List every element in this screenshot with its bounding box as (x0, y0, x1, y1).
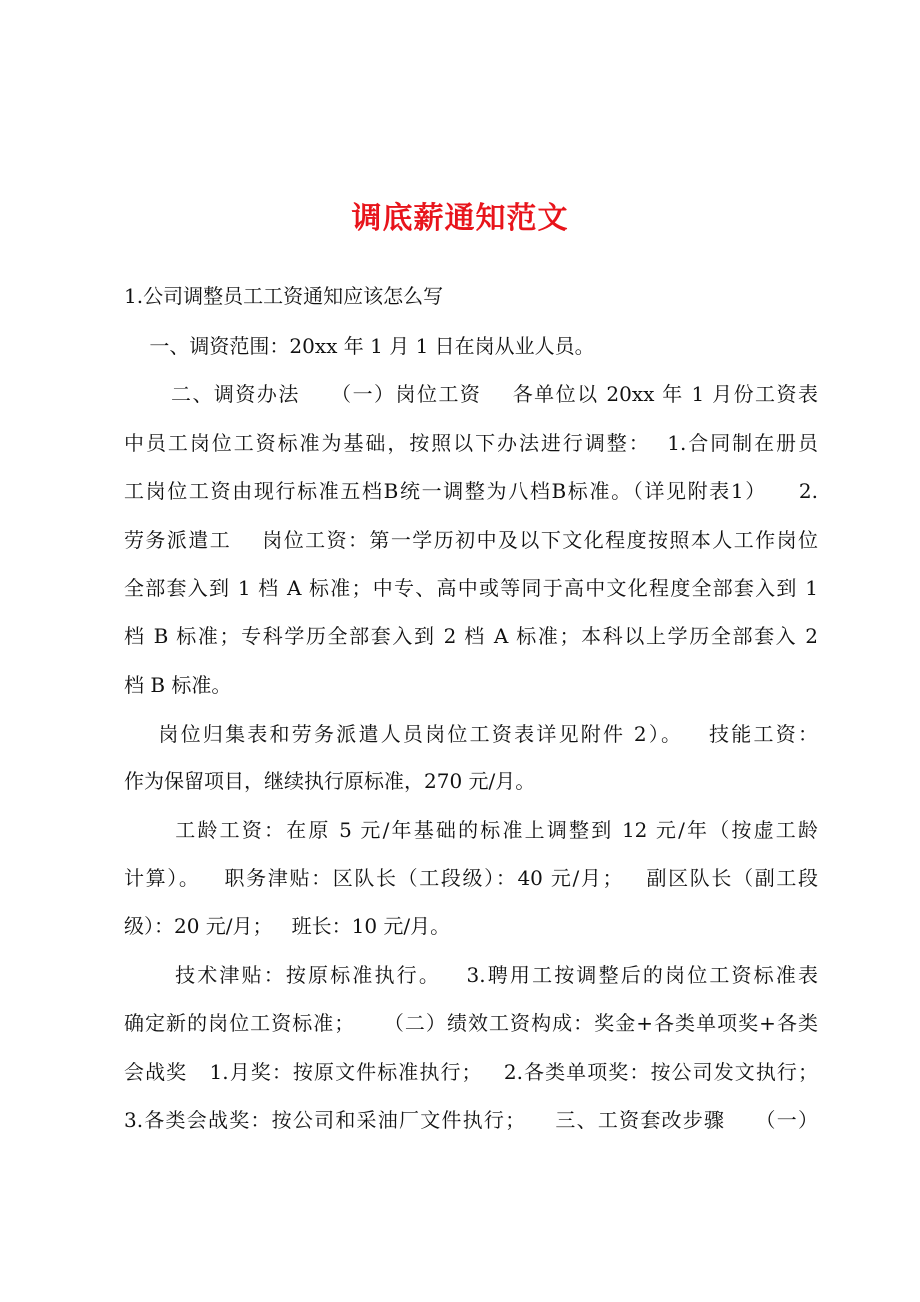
text-line: 确定新的岗位工资标准； （二）绩效工资构成：奖金+各类单项奖+各类 (124, 1011, 818, 1035)
text-line: 会战奖 1.月奖：按原文件标准执行； 2.各类单项奖：按公司发文执行； (124, 1060, 818, 1084)
text-line: 档 B 标准。 (124, 673, 232, 697)
text-line: 3.各类会战奖：按公司和采油厂文件执行； 三、工资套改步骤 （一） (124, 1108, 818, 1132)
text-line: 工岗位工资由现行标准五档B统一调整为八档B标准。（详见附表1） 2. (124, 479, 818, 503)
text-line: 级）：20 元/月； 班长：10 元/月。 (124, 914, 451, 938)
text-line: 岗位归集表和劳务派遣人员岗位工资表详见附件 2）。 技能工资： (124, 722, 818, 746)
text-line: 技术津贴：按原标准执行。 3.聘用工按调整后的岗位工资标准表 (124, 963, 818, 987)
text-line: 一、调资范围：20xx 年 1 月 1 日在岗从业人员。 (124, 334, 595, 358)
document-title: 调底薪通知范文 (351, 201, 569, 236)
text-line: 计算）。 职务津贴：区队长（工段级）：40 元/月； 副区队长（副工段 (124, 866, 818, 890)
text-line: 劳务派遣工 岗位工资：第一学历初中及以下文化程度按照本人工作岗位 (124, 528, 818, 552)
text-line: 中员工岗位工资标准为基础，按照以下办法进行调整： 1.合同制在册员 (124, 431, 818, 455)
text-line: 作为保留项目，继续执行原标准，270 元/月。 (124, 769, 536, 793)
text-line: 档 B 标准；专科学历全部套入到 2 档 A 标准；本科以上学历全部套入 2 (124, 624, 818, 648)
text-line: 全部套入到 1 档 A 标准；中专、高中或等同于高中文化程度全部套入到 1 (124, 576, 818, 600)
text-line: 二、调资办法 （一）岗位工资 各单位以 20xx 年 1 月份工资表 (124, 382, 818, 406)
text-line: 1.公司调整员工工资通知应该怎么写 (124, 284, 444, 308)
text-line: 工龄工资：在原 5 元/年基础的标准上调整到 12 元/年（按虚工龄 (124, 818, 818, 842)
